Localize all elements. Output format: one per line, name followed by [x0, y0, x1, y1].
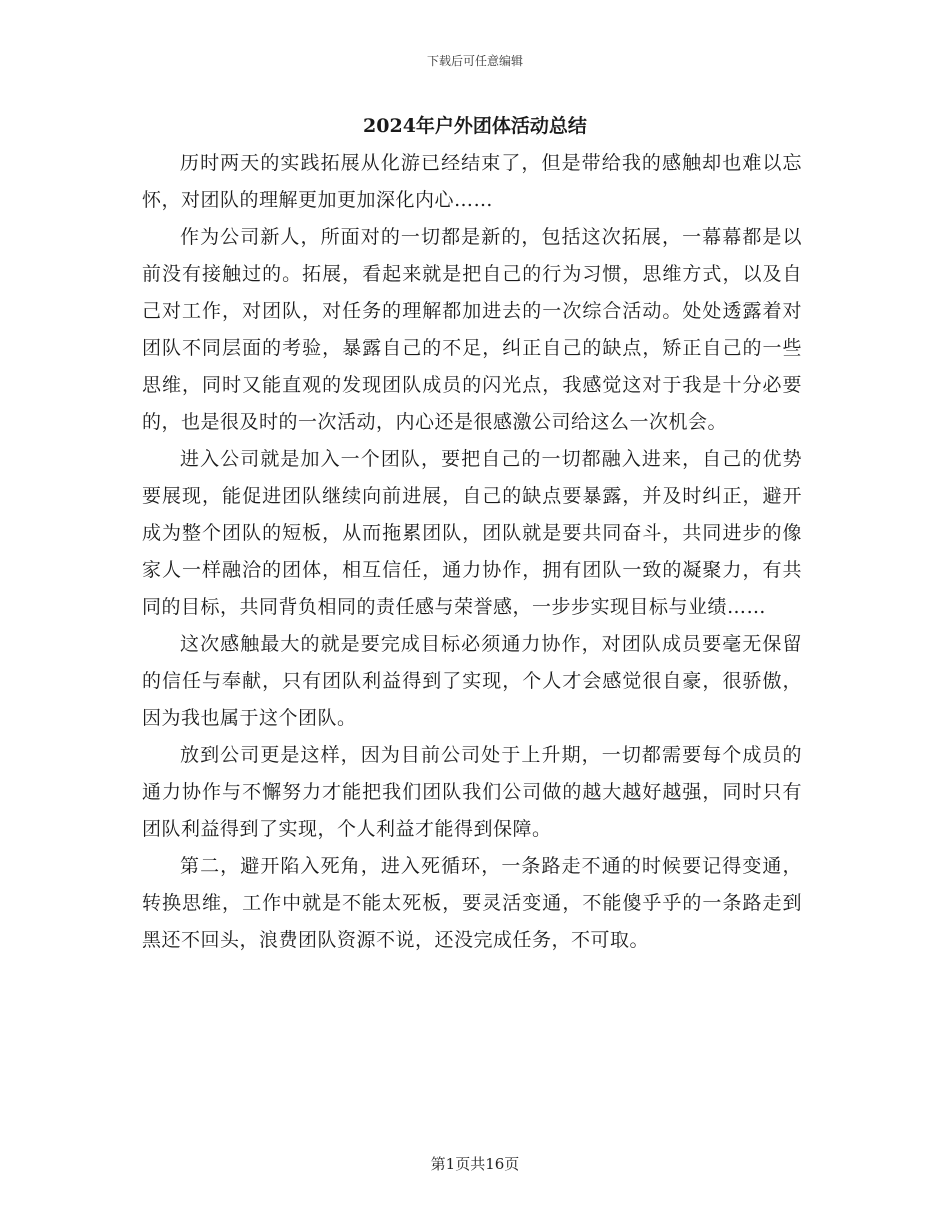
body-paragraph-4: 这次感触最大的就是要完成目标必须通力协作，对团队成员要毫无保留的信任与奉献，只有团队利益得到了实现，个人才会感觉很自豪，很骄傲，因为我也属于这个团队。 [142, 633, 802, 729]
body-paragraph-6: 第二，避开陷入死角，进入死循环，一条路走不通的时候要记得变通，转换思维，工作中就是不能太死板，要灵活变通，不能傻乎乎的一条路走到黑还不回头，浪费团队资源不说，还没完成任务，不可取。 [142, 855, 802, 951]
body-paragraph-5: 放到公司更是这样，因为目前公司处于上升期，一切都需要每个成员的通力协作与不懈努力才能把我们团队我们公司做的越大越好越强，同时只有团队利益得到了实现，个人利益才能得到保障。 [142, 744, 802, 840]
page-header-note: 下载后可任意编辑 [426, 54, 523, 68]
document-body [142, 145, 802, 959]
body-paragraph-1: 历时两天的实践拓展从化游已经结束了，但是带给我的感触却也难以忘怀，对团队的理解更加更加深化内心…… [142, 152, 802, 211]
page-number: 第1页共16页 [430, 1155, 520, 1173]
body-paragraph-2: 作为公司新人，所面对的一切都是新的，包括这次拓展，一幕幕都是以前没有接触过的。拓展，看起来就是把自己的行为习惯，思维方式，以及自己对工作，对团队，对任务的理解都加进去的一次综合活动。处处透露着对团队不同层面的考验，暴露自己的不足，纠正自己的缺点，矫正自己的一些思维，同时又能直观的发现团队成员的闪光点，我感觉这对于我是十分必要的，也是很及时的一次活动，内心还是很感激公司给这么一次机会。 [142, 226, 802, 433]
body-paragraph-3: 进入公司就是加入一个团队，要把自己的一切都融入进来，自己的优势要展现，能促进团队继续向前进展，自己的缺点要暴露，并及时纠正，避开成为整个团队的短板，从而拖累团队，团队就是要共同奋斗，共同进步的像家人一样融洽的团体，相互信任，通力协作，拥有团队一致的凝聚力，有共同的目标，共同背负相同的责任感与荣誉感，一步步实现目标与业绩…… [142, 448, 802, 618]
document-title: 2024年户外团体活动总结 [363, 115, 587, 137]
